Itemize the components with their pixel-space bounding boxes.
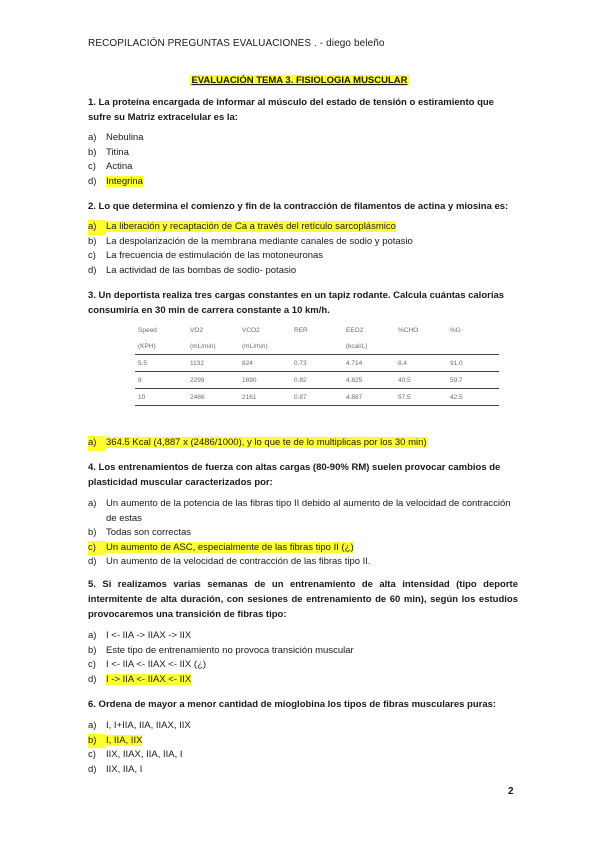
table-header-cell: RER	[294, 326, 308, 334]
table-unit-cell: (mL/min)	[187, 338, 239, 355]
question-3-options	[88, 436, 518, 451]
table-cell: 10	[135, 389, 187, 406]
table-header-cell: %CHO	[398, 326, 419, 334]
option-text: La despolarización de la membrana mediante canales de sodio y potasio	[106, 235, 413, 247]
table-cell: 42.5	[447, 389, 499, 406]
table-cell: 0.87	[291, 389, 343, 406]
option	[88, 497, 518, 526]
table-units-row	[135, 338, 499, 355]
correct-answer-highlight: Un aumento de ASC, especialmente de las fibras tipo II (¿)	[106, 541, 354, 553]
option-text: I, I+IIA, IIA, IIAX, IIX	[106, 720, 191, 731]
option-letter: a)	[88, 630, 97, 641]
table-cell: 5.5	[135, 355, 187, 372]
table-cell: 57.5	[395, 389, 447, 406]
table-row	[135, 389, 499, 406]
correct-answer-highlight: Integrina	[106, 175, 143, 187]
option	[88, 748, 518, 763]
option-text: Todas son correctas	[106, 527, 192, 538]
question-4-options	[88, 497, 518, 570]
option	[88, 220, 518, 235]
option-text: La actividad de las bombas de sodio- potasio	[106, 264, 297, 276]
option	[88, 763, 518, 778]
option-letter: c)	[88, 749, 96, 760]
table-unit-cell: (KPH)	[135, 338, 187, 355]
option-text: Actina	[106, 161, 133, 172]
option-text: La frecuencia de estimulación de las motoneuronas	[106, 250, 324, 261]
option	[88, 555, 518, 570]
option-letter: d)	[88, 556, 97, 567]
option-letter: a)	[88, 720, 97, 731]
table-cell: 40.5	[395, 372, 447, 389]
option-text: IIX, IIAX, IIA, IIA, I	[106, 749, 183, 760]
table-cell: 4.714	[343, 355, 395, 372]
table-cell: 4.887	[343, 389, 395, 406]
question-5: 5. Si realizamos varias semanas de un entrenamiento de alta intensidad (tipo deporte intermitente de alta duración, con sesiones de entrenamiento de 60 min), según los estudios provocaremos una transición de fibras tipo:	[88, 579, 518, 620]
option-text: Nebulina	[106, 132, 144, 143]
table-unit-cell	[291, 338, 343, 355]
option-letter: c)	[88, 161, 96, 172]
table-cell: 91.0	[447, 355, 499, 372]
table-header-cell: EEO2	[346, 326, 364, 334]
table-cell: 8.4	[395, 355, 447, 372]
option-letter: a)	[88, 220, 106, 235]
question-2: 2. Lo que determina el comienzo y fin de la contracción de filamentos de actina y miosina es:	[88, 201, 509, 212]
question-5-options	[88, 629, 518, 687]
table-row	[135, 372, 499, 389]
option	[88, 131, 518, 146]
table-unit-cell: (mL/min)	[239, 338, 291, 355]
option-letter: d)	[88, 175, 97, 187]
table-header-cell: VO2	[190, 326, 204, 334]
option	[88, 673, 518, 688]
option-text: Titina	[106, 146, 129, 158]
option	[88, 264, 518, 279]
option	[88, 436, 518, 451]
table-header-cell: Speed	[138, 326, 157, 334]
option	[88, 160, 518, 175]
table-cell: 0.82	[291, 372, 343, 389]
option-letter: a)	[88, 436, 106, 451]
table-unit-cell: (kcal/L)	[343, 338, 395, 355]
table-cell: 1890	[239, 372, 291, 389]
option	[88, 541, 518, 556]
option	[88, 629, 518, 644]
option-letter: d)	[88, 264, 97, 276]
option-text: Un aumento de la potencia de las fibras tipo II debido al aumento de la velocidad de contracción de estas	[106, 498, 511, 524]
option-letter: a)	[88, 132, 97, 143]
section-title: EVALUACIÓN TEMA 3. FISIOLOGIA MUSCULAR	[191, 75, 408, 86]
option	[88, 526, 518, 541]
title-wrap	[0, 70, 599, 88]
option-text: IIX, IIA, I	[106, 763, 143, 775]
table-row	[135, 355, 499, 372]
table-header-row	[135, 322, 499, 338]
question-2-options	[88, 220, 518, 278]
correct-answer-highlight: La liberación y recaptación de Ca a través del retículo sarcoplásmico	[106, 221, 396, 232]
question-3: 3. Un deportista realiza tres cargas constantes en un tapiz rodante. Calcula cuántas calorías consumiría en 30 min de carrera constante a 10 km/h.	[88, 290, 505, 316]
table-cell: 2161	[239, 389, 291, 406]
option-letter: d)	[88, 763, 97, 775]
table-cell: 4.825	[343, 372, 395, 389]
question-6-options	[88, 719, 518, 777]
table-cell: 2299	[187, 372, 239, 389]
page-header: RECOPILACIÓN PREGUNTAS EVALUACIONES . - diego beleño	[88, 38, 385, 49]
option	[88, 658, 518, 673]
table-unit-cell	[395, 338, 447, 355]
option	[88, 146, 518, 161]
correct-answer-highlight: I, IIA, IIX	[106, 734, 143, 746]
option	[88, 175, 518, 190]
table-header-cell: VCO2	[242, 326, 260, 334]
option-letter: b)	[88, 734, 106, 749]
treadmill-data-table	[135, 322, 499, 406]
option-text: I <- IIA -> IIAX -> IIX	[106, 630, 192, 641]
page-number: 2	[508, 786, 514, 797]
option-text: Este tipo de entrenamiento no provoca transición muscular	[106, 644, 354, 656]
option-letter: b)	[88, 146, 97, 158]
table-cell: 59.7	[447, 372, 499, 389]
table-unit-cell	[447, 338, 499, 355]
option-text: I <- IIA <- IIAX <- IIX (¿)	[106, 659, 207, 670]
option	[88, 719, 518, 734]
question-4: 4. Los entrenamientos de fuerza con altas cargas (80-90% RM) suelen provocar cambios de plasticidad muscular caracterizados por:	[88, 462, 501, 488]
option-letter: d)	[88, 673, 97, 685]
option-letter: a)	[88, 498, 97, 509]
option	[88, 644, 518, 659]
option	[88, 734, 518, 749]
question-6: 6. Ordena de mayor a menor cantidad de mioglobina los tipos de fibras musculares puras:	[88, 699, 497, 710]
option	[88, 249, 518, 264]
option-letter: b)	[88, 235, 97, 247]
table-header-cell: %G	[450, 326, 461, 334]
question-1: 1. La proteína encargada de informar al músculo del estado de tensión o estiramiento que sufre su Matriz extracelular es la:	[88, 97, 494, 123]
option-text: Un aumento de la velocidad de contracción de las fibras tipo II.	[106, 556, 371, 567]
option-letter: b)	[88, 527, 97, 538]
table-cell: 2486	[187, 389, 239, 406]
option	[88, 235, 518, 250]
table-cell: 824	[239, 355, 291, 372]
table-cell: 1132	[187, 355, 239, 372]
option-letter: c)	[88, 541, 106, 556]
question-1-options	[88, 131, 518, 189]
table-cell: 8	[135, 372, 187, 389]
table-cell: 0.73	[291, 355, 343, 372]
option-letter: c)	[88, 250, 96, 261]
correct-answer-highlight: 364.5 Kcal (4,887 x (2486/1000), y lo que te de lo multiplicas por los 30 min)	[106, 437, 427, 448]
option-letter: b)	[88, 644, 97, 656]
correct-answer-highlight: I -> IIA <- IIAX <- IIX	[106, 673, 192, 685]
option-letter: c)	[88, 659, 96, 670]
